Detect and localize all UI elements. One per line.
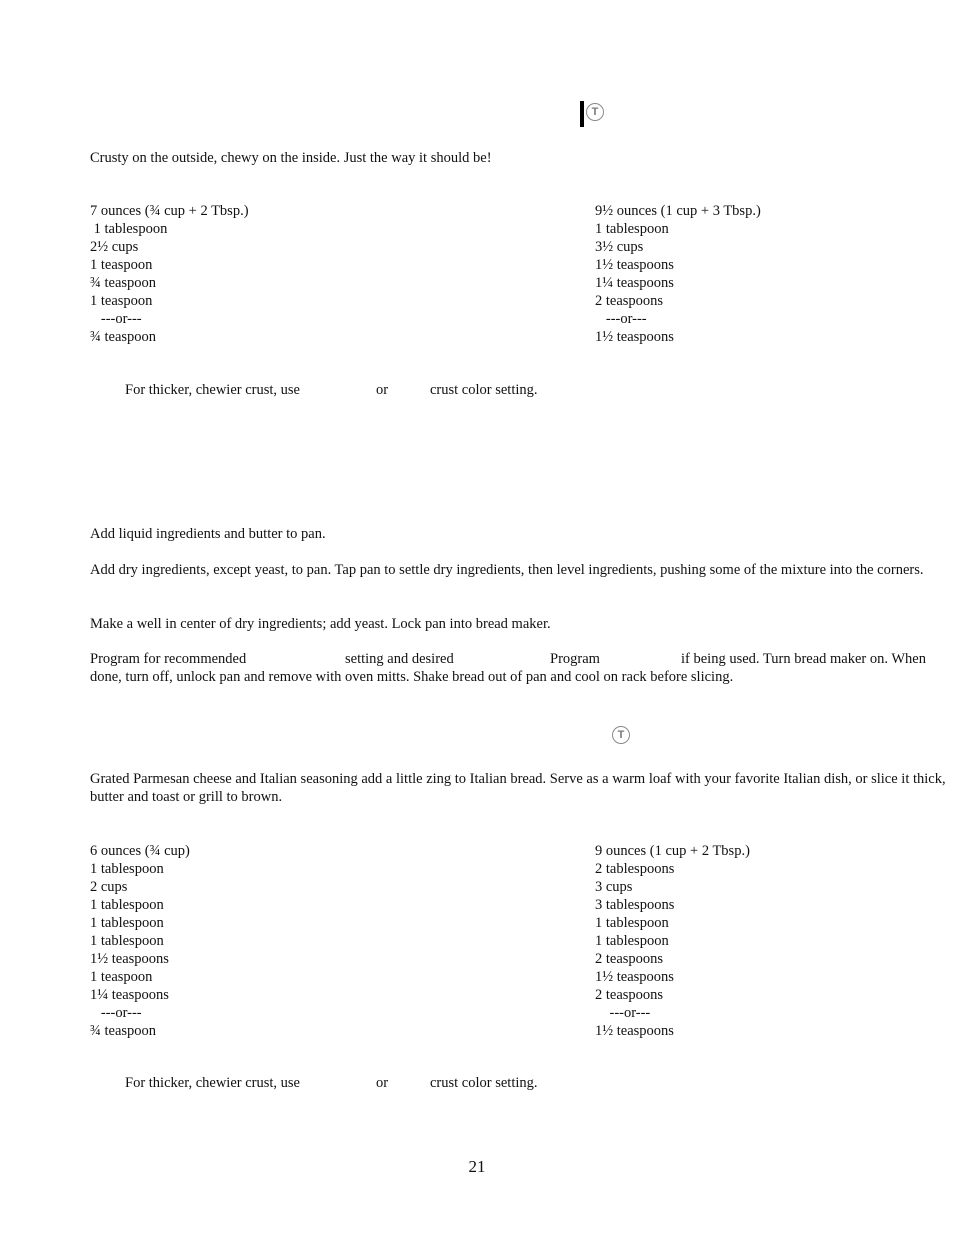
- ingredient-amount: 1 tablespoon: [595, 933, 669, 949]
- recipe2-right-amounts: [595, 842, 750, 1040]
- tip-text-part2: or: [376, 1075, 389, 1091]
- instruction-step2: Add dry ingredients, except yeast, to pan. Tap pan to settle dry ingredients, then level ingredients, pushing some of the mixture into the corners.: [90, 562, 924, 578]
- ingredient-amount: ---or---: [595, 311, 647, 327]
- ingredient-amount: 1¼ teaspoons: [90, 987, 169, 1003]
- ingredient-amount: 1 tablespoon: [90, 897, 164, 913]
- ingredient-amount: 2½ cups: [90, 239, 139, 255]
- ingredient-amount: 1½ teaspoons: [595, 1023, 674, 1039]
- ingredient-amount: 9 ounces (1 cup + 2 Tbsp.): [595, 843, 750, 859]
- ingredient-amount: 1½ teaspoons: [90, 951, 169, 967]
- ingredient-amount: 9½ ounces (1 cup + 3 Tbsp.): [595, 203, 761, 219]
- tip-text-part3: crust color setting.: [430, 1075, 538, 1091]
- timer-icon: T: [612, 726, 630, 744]
- step4-line2: done, turn off, unlock pan and remove with oven mitts. Shake bread out of pan and cool on rack before slicing.: [90, 669, 734, 685]
- ingredient-amount: 2 teaspoons: [595, 293, 664, 309]
- tip-text-part3: crust color setting.: [430, 382, 538, 398]
- instruction-step3: Make a well in center of dry ingredients; add yeast. Lock pan into bread maker.: [90, 616, 551, 632]
- ingredient-amount: 3½ cups: [595, 239, 644, 255]
- tip-text-part1: For thicker, chewier crust, use: [125, 1075, 300, 1091]
- tip-text-part2: or: [376, 382, 389, 398]
- ingredient-amount: 2 teaspoons: [595, 987, 664, 1003]
- tip-text-part1: For thicker, chewier crust, use: [125, 382, 300, 398]
- ingredient-amount: 1 teaspoon: [90, 293, 153, 309]
- text-cursor: [580, 101, 584, 127]
- ingredient-amount: ---or---: [90, 1005, 142, 1021]
- ingredient-amount: ¾ teaspoon: [90, 1023, 157, 1039]
- ingredient-amount: ---or---: [90, 311, 142, 327]
- step4-part-a: Program for recommended: [90, 651, 247, 667]
- ingredient-amount: 2 tablespoons: [595, 861, 675, 877]
- recipe2-left-amounts: [90, 842, 190, 1040]
- ingredient-amount: ---or---: [595, 1005, 651, 1021]
- ingredient-amount: ¾ teaspoon: [90, 329, 157, 345]
- ingredient-amount: 1 tablespoon: [90, 221, 168, 237]
- instruction-step1: Add liquid ingredients and butter to pan.: [90, 526, 326, 542]
- ingredient-amount: 1 teaspoon: [90, 969, 153, 985]
- ingredient-amount: 3 tablespoons: [595, 897, 675, 913]
- ingredient-amount: 1 tablespoon: [90, 915, 164, 931]
- ingredient-amount: 2 cups: [90, 879, 128, 895]
- recipe1-tagline: Crusty on the outside, chewy on the inside. Just the way it should be!: [90, 150, 492, 166]
- ingredient-amount: 1 tablespoon: [90, 861, 164, 877]
- ingredient-amount: 7 ounces (¾ cup + 2 Tbsp.): [90, 203, 249, 219]
- ingredient-amount: 1 teaspoon: [90, 257, 153, 273]
- ingredient-amount: ¾ teaspoon: [90, 275, 157, 291]
- ingredient-amount: 1½ teaspoons: [595, 257, 674, 273]
- ingredient-amount: 3 cups: [595, 879, 633, 895]
- ingredient-amount: 1 tablespoon: [90, 933, 164, 949]
- page-number: 21: [468, 1157, 486, 1176]
- step4-part-d: if being used. Turn bread maker on. When: [681, 651, 926, 667]
- ingredient-amount: 2 teaspoons: [595, 951, 664, 967]
- ingredient-amount: 1 tablespoon: [595, 915, 669, 931]
- step4-part-c: Program: [550, 651, 600, 667]
- recipe2-tagline: Grated Parmesan cheese and Italian seasoning add a little zing to Italian bread. Serve as a warm loaf with your favorite Italian dish, or slice it thick, butter and toast or grill to brown.: [90, 771, 946, 805]
- ingredient-amount: 1 tablespoon: [595, 221, 669, 237]
- recipe1-right-amounts: [595, 202, 761, 346]
- recipe1-left-amounts: [90, 202, 249, 346]
- ingredient-amount: 1¼ teaspoons: [595, 275, 674, 291]
- ingredient-amount: 6 ounces (¾ cup): [90, 843, 190, 859]
- ingredient-amount: 1½ teaspoons: [595, 329, 674, 345]
- timer-icon: T: [586, 103, 604, 121]
- ingredient-amount: 1½ teaspoons: [595, 969, 674, 985]
- step4-part-b: setting and desired: [345, 651, 454, 667]
